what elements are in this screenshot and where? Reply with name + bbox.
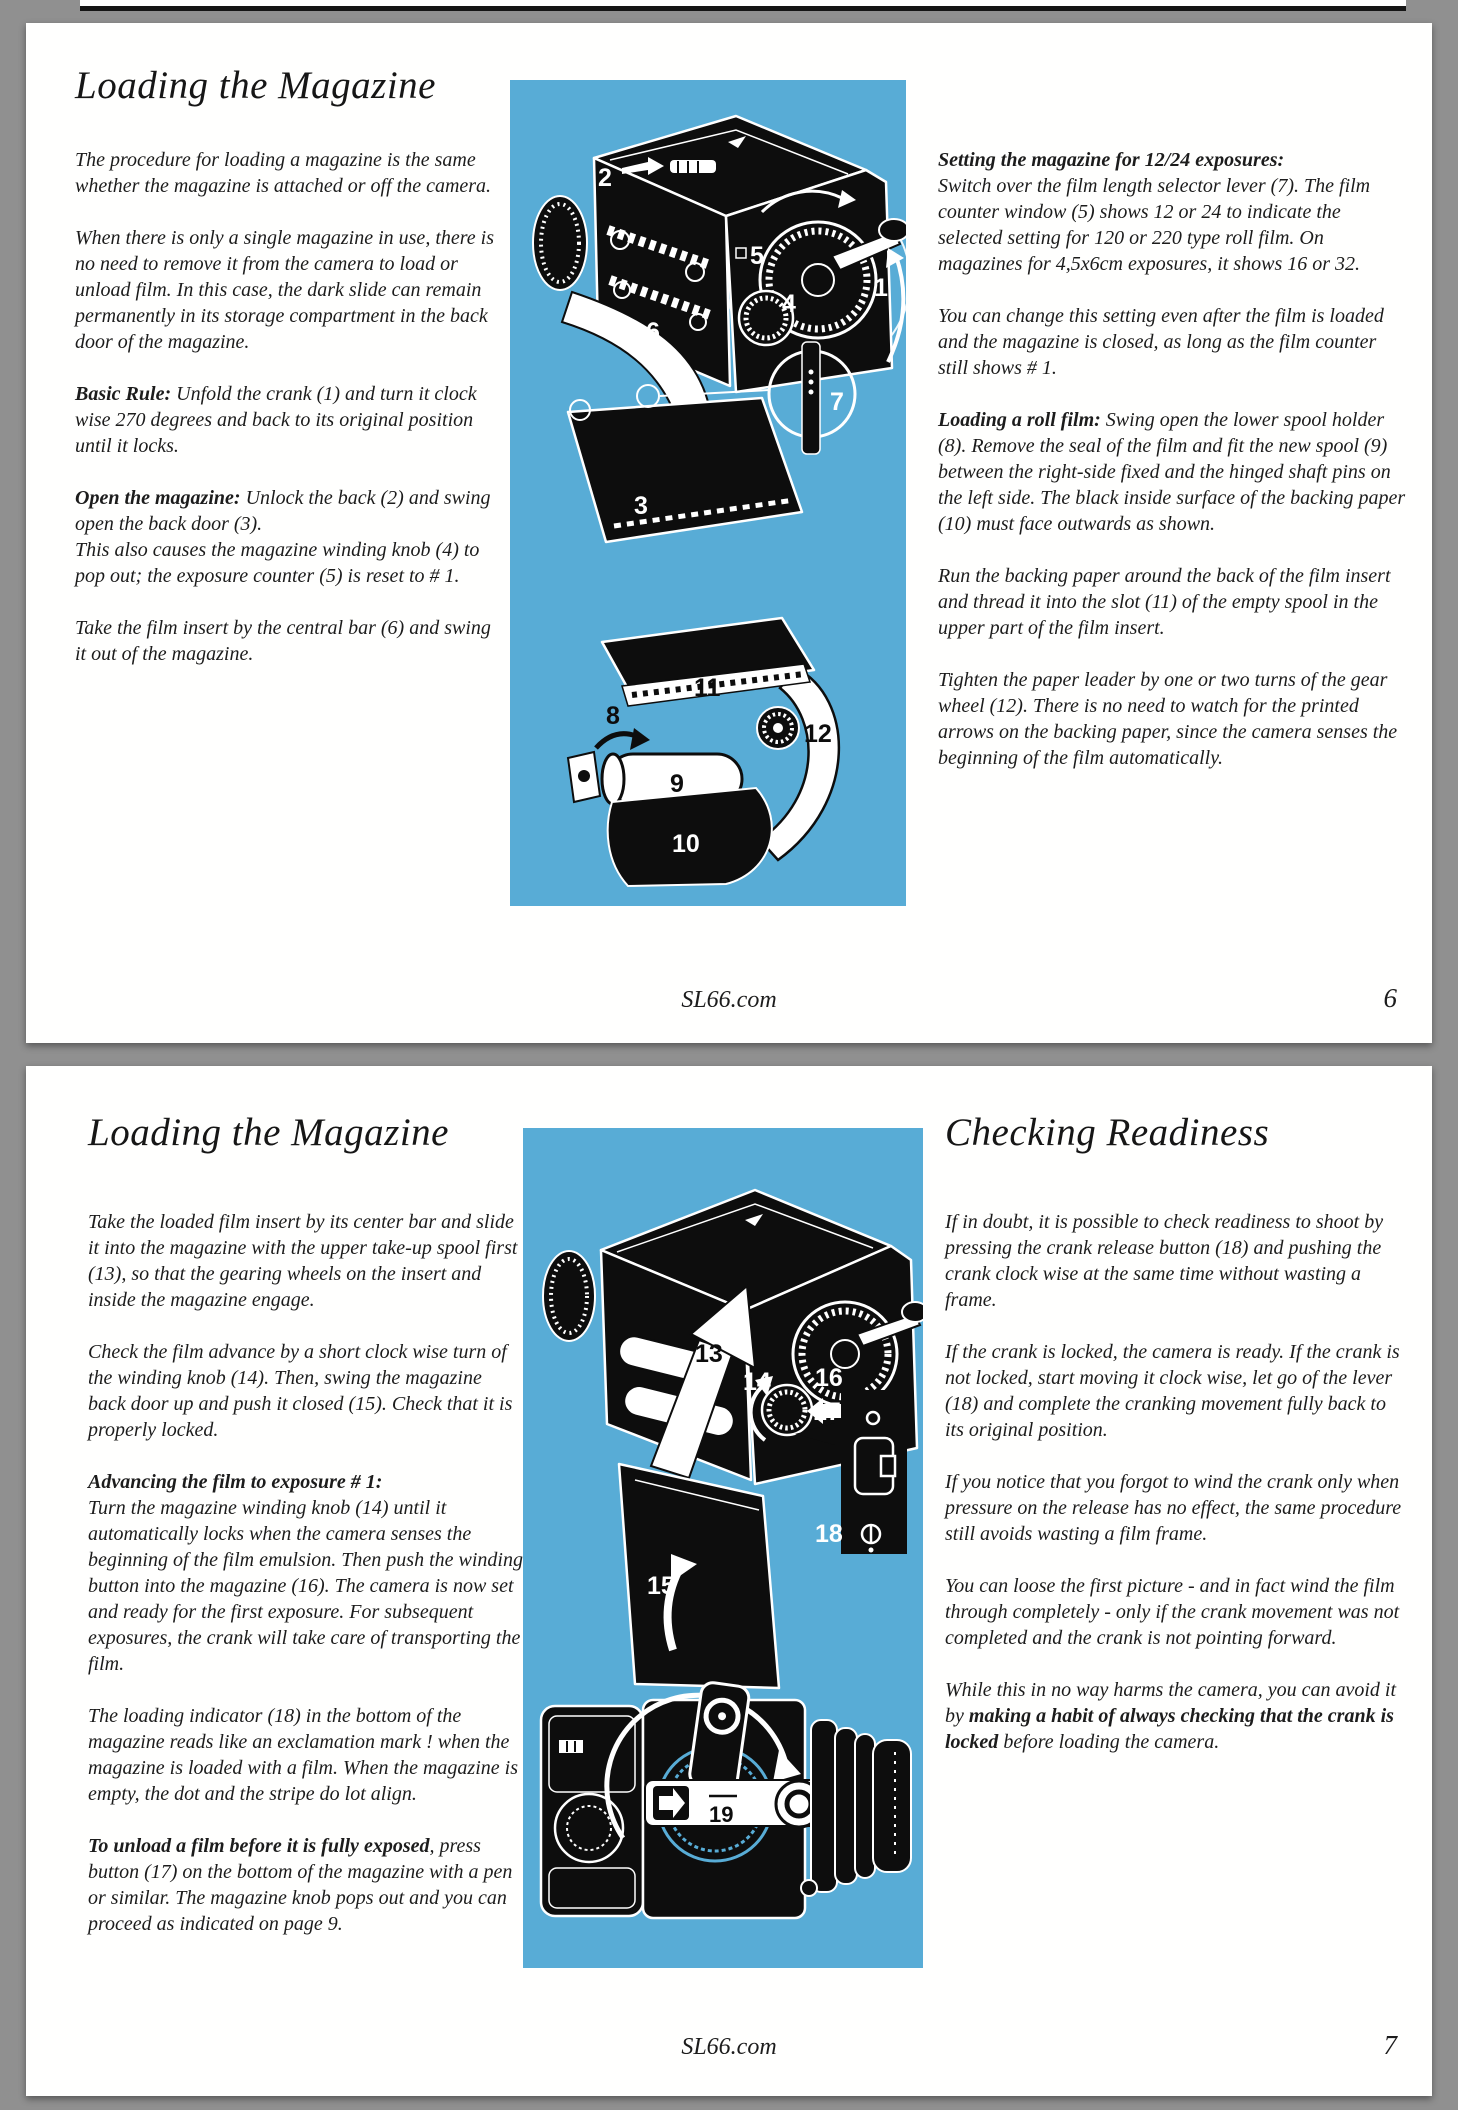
paragraph-text: Take the loaded film insert by its center bar and slide it into the magazine with the upper take-up spool first (13), so that the gearing wheels on the insert and inside the magazine engage. <box>88 1211 518 1311</box>
paragraph-text: Run the backing paper around the back of the film insert and thread it into the slot (11) of the empty spool in the upper part of the film insert. <box>938 565 1391 639</box>
paragraph <box>75 485 501 589</box>
paragraph-text: This also causes the magazine winding knob (4) to pop out; the exposure counter (5) is reset to # 1. <box>75 539 480 587</box>
paragraph-lead: Basic Rule: <box>75 383 172 405</box>
footer-brand: SL66.com <box>681 2034 777 2060</box>
text-column-right <box>938 147 1406 797</box>
crank-knob <box>902 1302 923 1322</box>
paragraph <box>75 225 501 355</box>
figure-label-19: 19 <box>709 1802 734 1827</box>
figure-label-4: 4 <box>782 290 796 318</box>
figure-label-12: 12 <box>804 720 832 748</box>
paragraph <box>945 1339 1409 1443</box>
paragraph <box>88 1469 524 1677</box>
paragraph <box>88 1209 524 1313</box>
figure-label-13: 13 <box>695 1340 723 1368</box>
text-column-left <box>75 147 501 693</box>
paragraph <box>945 1573 1409 1651</box>
paragraph <box>88 1339 524 1443</box>
figure-label-5: 5 <box>750 242 764 270</box>
figure-label-3: 3 <box>634 492 648 520</box>
paragraph <box>945 1677 1409 1755</box>
paragraph-text: Swing open the lower spool holder (8). Remove the seal of the film and fit the new spool (9) between the right-side fixed and the hinged shaft pins on the left side. The black inside surface of the backing paper (10) must face outwards as shown. <box>938 409 1406 535</box>
magazine-loading-illustration <box>510 80 906 906</box>
illustration-panel <box>510 80 906 906</box>
paragraph-text: before loading the camera. <box>998 1731 1220 1753</box>
page-7 <box>26 1066 1432 2096</box>
paragraph <box>938 147 1406 277</box>
paragraph-text: You can loose the first picture - and in fact wind the film through completely - only if the crank movement was not completed and the crank is not pointing forward. <box>945 1575 1400 1649</box>
paragraph-text: Switch over the film length selector lever (7). The film counter window (5) shows 12 or 24 to indicate the selected setting for 120 or 220 type roll film. On magazines for 4,5x6cm exposures, it shows 16 or 32. <box>938 175 1371 275</box>
film-length-selector-lever <box>802 342 820 454</box>
page-title-right: Checking Readiness <box>945 1111 1270 1154</box>
paragraph-text: If the crank is locked, the camera is ready. If the crank is not locked, start moving it clock wise, let go of the lever (18) and complete the cranking movement fully back to its original position. <box>945 1341 1400 1441</box>
footer-brand: SL66.com <box>681 987 777 1013</box>
paragraph-lead: Setting the magazine for 12/24 exposures: <box>938 149 1285 171</box>
paragraph-text: The loading indicator (18) in the bottom of the magazine reads like an exclamation mark ! when the magazine is loaded with a film. When the magazine is empty, the dot and the stripe do lot align. <box>88 1705 518 1805</box>
lens-barrel <box>811 1720 837 1892</box>
paragraph-text: When there is only a single magazine in use, there is no need to remove it from the camera to load or unload film. In this case, the dark slide can remain permanently in its storage compartment in the back door of the magazine. <box>75 227 495 353</box>
figure-label-17: 17 <box>813 1398 841 1426</box>
paragraph-text: The procedure for loading a magazine is the same whether the magazine is attached or off the camera. <box>75 149 492 197</box>
paragraph-text: Check the film advance by a short clock wise turn of the winding knob (14). Then, swing the magazine back door up and push it closed (15). Check that it is properly locked. <box>88 1341 513 1441</box>
paragraph <box>88 1833 524 1937</box>
figure-label-8: 8 <box>606 702 620 730</box>
figure-label-1: 1 <box>874 274 888 302</box>
paragraph-text: , press button (17) on the bottom of the magazine with a pen or similar. The magazine knob pops out and you can proceed as indicated on page 9. <box>88 1835 513 1935</box>
insert-loading-illustration <box>523 1128 923 1968</box>
figure-label-14: 14 <box>743 1368 771 1396</box>
paragraph <box>938 667 1406 771</box>
text-column-right <box>945 1209 1409 1781</box>
paragraph-text: Unlock the back (2) and swing open the back door (3). <box>75 487 491 535</box>
illustration-panel <box>523 1128 923 1968</box>
paragraph-text: While this in no way harms the camera, you can avoid it by <box>945 1679 1397 1727</box>
figure-label-9: 9 <box>670 770 684 798</box>
paragraph-text: Tighten the paper leader by one or two turns of the gear wheel (12). There is no need to watch for the printed arrows on the backing paper, since the camera senses the beginning of the film automatically. <box>938 669 1398 769</box>
page-number: 6 <box>1383 983 1397 1013</box>
crank-knob <box>879 219 906 241</box>
figure-label-15: 15 <box>647 1572 675 1600</box>
paragraph-lead: making a habit of always checking that the crank is locked <box>945 1705 1394 1753</box>
back-door <box>619 1464 779 1688</box>
paragraph-lead: Loading a roll film: <box>938 409 1101 431</box>
paragraph <box>938 407 1406 537</box>
figure-label-18: 18 <box>815 1520 843 1548</box>
paragraph-text: Turn the magazine winding knob (14) until it automatically locks when the camera senses the beginning of the film emulsion. Then push the winding button into the magazine (16). The camera is now set and ready for the first exposure. For subsequent exposures, the crank will take care of transporting the film. <box>88 1497 523 1675</box>
page-6 <box>26 23 1432 1043</box>
paragraph <box>945 1209 1409 1313</box>
figure-label-2: 2 <box>598 164 612 192</box>
page-title-left: Loading the Magazine <box>88 1111 449 1154</box>
figure-label-11: 11 <box>694 674 721 702</box>
figure-label-6: 6 <box>646 318 660 346</box>
magazine-bottom-detail <box>841 1390 907 1554</box>
paragraph-text: If you notice that you forgot to wind the crank only when pressure on the release has no effect, the same procedure still avoids wasting a film frame. <box>945 1471 1402 1545</box>
paragraph <box>938 303 1406 381</box>
paragraph <box>75 381 501 459</box>
figure-label-16: 16 <box>815 1364 843 1392</box>
paragraph <box>938 563 1406 641</box>
figure-label-7: 7 <box>830 388 844 416</box>
latch-icon <box>670 160 716 173</box>
text-column-left <box>88 1209 524 1963</box>
paragraph-text: Unfold the crank (1) and turn it clock wise 270 degrees and back to its original position until it locks. <box>75 383 477 457</box>
paragraph-lead: Open the magazine: <box>75 487 241 509</box>
figure-label-10: 10 <box>672 830 700 858</box>
paragraph-text: If in doubt, it is possible to check readiness to shoot by pressing the crank release button (18) and pushing the crank clock wise at the same time without wasting a frame. <box>945 1211 1384 1311</box>
paragraph-text: You can change this setting even after the film is loaded and the magazine is closed, as long as the film counter still shows # 1. <box>938 305 1384 379</box>
paragraph-lead: To unload a film before it is fully exposed <box>88 1835 430 1857</box>
previous-page-edge <box>80 0 1406 11</box>
paragraph <box>75 615 501 667</box>
paragraph-lead: Advancing the film to exposure # 1: <box>88 1471 383 1493</box>
paragraph-text: Take the film insert by the central bar (6) and swing it out of the magazine. <box>75 617 491 665</box>
paragraph <box>945 1469 1409 1547</box>
paragraph <box>88 1703 524 1807</box>
page-title: Loading the Magazine <box>75 64 436 107</box>
paragraph <box>75 147 501 199</box>
camera-body-left <box>541 1706 643 1916</box>
page-number: 7 <box>1383 2030 1397 2060</box>
